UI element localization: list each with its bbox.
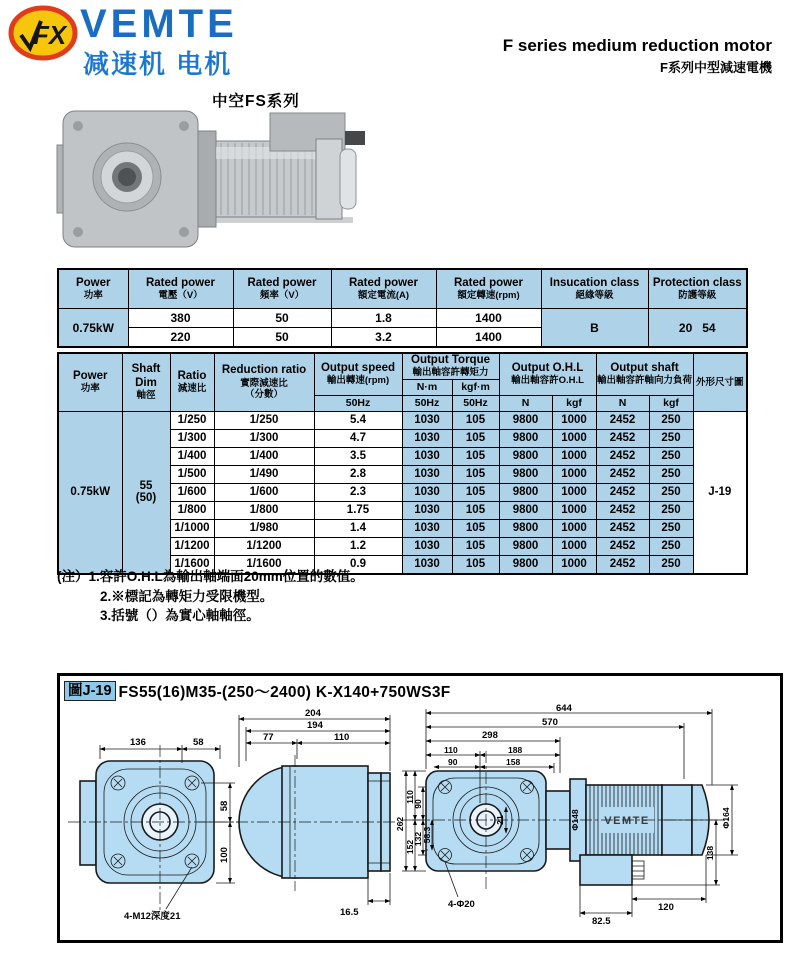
t2-cell: 105	[452, 411, 499, 429]
t2-cell: 1030	[402, 519, 452, 537]
t2-cell: 1/800	[170, 501, 214, 519]
dim-motor-flange: Φ148	[570, 809, 580, 831]
t2-h-ohl: Output O.H.L 輸出軸容許O.H.L	[499, 353, 596, 395]
t2-h-shaft: Shaft Dim 軸徑	[122, 353, 170, 411]
dim-90-a: 90	[448, 757, 458, 767]
t2-cell: 2452	[596, 411, 649, 429]
t2-h-speed: Output speed 輸出轉速(rpm)	[314, 353, 402, 395]
t2-cell: 1/1600	[214, 555, 314, 574]
t2-cell: 9800	[499, 429, 552, 447]
series-label: 中空FS系列	[212, 93, 300, 110]
t2-cell: 105	[452, 447, 499, 465]
page-title-en: F series medium reduction motor	[502, 36, 772, 55]
t2-cell: 2452	[596, 501, 649, 519]
t2-cell: 105	[452, 519, 499, 537]
t2-cell: 250	[649, 411, 693, 429]
t2-h-50hz: 50Hz	[402, 395, 452, 411]
t2-cell: 1/250	[214, 411, 314, 429]
t2-power-value: 0.75kW	[58, 411, 122, 574]
t2-cell: 1.75	[314, 501, 402, 519]
t1-h-frequency: Rated power 頻率（V）	[233, 269, 331, 309]
t2-cell: 3.5	[314, 447, 402, 465]
t2-cell: 2452	[596, 429, 649, 447]
t2-cell: 1030	[402, 465, 452, 483]
t2-cell: 1/600	[214, 483, 314, 501]
t2-cell: 1/1200	[170, 537, 214, 555]
t2-cell: 1/1000	[170, 519, 214, 537]
t1-row-380	[58, 309, 747, 328]
dim-motor-dia: Φ164	[721, 807, 731, 829]
t2-h-dim-drawing: 外形尺寸圖	[693, 353, 747, 411]
t2-cell: 1030	[402, 501, 452, 519]
t2-h-50hz: 50Hz	[314, 395, 402, 411]
t2-h-power: Power 功率	[58, 353, 122, 411]
dim-138: 138	[705, 845, 715, 861]
bolt-note-assembly: 4-Φ20	[448, 899, 475, 910]
t1-protection-value: 20 54	[648, 309, 747, 348]
dim-110: 110	[334, 732, 350, 743]
bolt-note-front: 4-M12深度21	[124, 911, 181, 922]
t2-shaft-value: 55 (50)	[122, 411, 170, 574]
dimension-drawing-panel	[57, 673, 783, 943]
t2-cell: 9800	[499, 411, 552, 429]
t2-cell: 0.9	[314, 555, 402, 574]
drawing-title-bar	[60, 676, 780, 703]
t2-cell: 4.7	[314, 429, 402, 447]
t2-cell: 9800	[499, 447, 552, 465]
dim-152: 152	[405, 839, 415, 855]
t2-cell: 1030	[402, 537, 452, 555]
dim-188: 188	[508, 745, 523, 755]
t1-h-insulation: Insucation class 絕緣等級	[541, 269, 648, 309]
t2-cell: 1/400	[170, 447, 214, 465]
t2-cell: 1/300	[214, 429, 314, 447]
t2-h-nm: N·m	[402, 379, 452, 395]
t2-cell: 1000	[552, 411, 596, 429]
dim-120: 120	[658, 902, 674, 913]
t2-cell: 1/600	[170, 483, 214, 501]
t2-cell: 2452	[596, 465, 649, 483]
t2-cell: 1/490	[214, 465, 314, 483]
t1-cell: 1400	[436, 309, 541, 328]
t2-data-row	[58, 411, 747, 429]
dim-77: 77	[263, 732, 274, 743]
t2-cell: 2452	[596, 555, 649, 574]
t2-cell: 250	[649, 555, 693, 574]
t2-cell: 1000	[552, 429, 596, 447]
dim-110-v: 110	[405, 790, 415, 804]
t2-cell: 1000	[552, 555, 596, 574]
dim-82_5: 82.5	[592, 916, 611, 927]
t2-cell: 250	[649, 483, 693, 501]
t2-cell: 105	[452, 465, 499, 483]
brand-name: VEMTE	[80, 2, 238, 46]
dim-100-v: 100	[219, 847, 230, 863]
dim-132: 132	[413, 831, 423, 847]
t2-h-ratio: Ratio 減速比	[170, 353, 214, 411]
t1-h-voltage: Rated power 電壓（V）	[128, 269, 233, 309]
t1-cell: 1400	[436, 328, 541, 348]
side-view	[236, 708, 402, 918]
t2-cell: 105	[452, 537, 499, 555]
t2-cell: 1000	[552, 501, 596, 519]
t1-h-speed: Rated power 額定轉速(rpm)	[436, 269, 541, 309]
dim-58_3: 58.3	[422, 826, 432, 844]
t2-cell: 250	[649, 501, 693, 519]
t1-insulation-value: B	[541, 309, 648, 348]
t2-cell: 1/400	[214, 447, 314, 465]
t2-cell: 1030	[402, 411, 452, 429]
t2-cell: 9800	[499, 537, 552, 555]
t2-h-reduction: Reduction ratio 實際減速比 （分數）	[214, 353, 314, 411]
connector-plug	[345, 131, 365, 145]
t2-cell: 1/1200	[214, 537, 314, 555]
drawing-ref-badge: 圖J-19	[64, 681, 116, 701]
t2-h-kgf: kgf	[649, 395, 693, 411]
t2-cell: 105	[452, 483, 499, 501]
brand-subtitle: 减速机 电机	[83, 49, 233, 79]
t2-cell: 1/980	[214, 519, 314, 537]
t2-cell: 1/1600	[170, 555, 214, 574]
t2-cell: 1.2	[314, 537, 402, 555]
t1-cell: 50	[233, 328, 331, 348]
motor-brand-label: VEMTE	[604, 815, 650, 827]
t1-h-current: Rated power 額定電流(A)	[331, 269, 436, 309]
dim-298: 298	[482, 730, 498, 741]
t2-cell: 2452	[596, 447, 649, 465]
dim-136: 136	[130, 737, 146, 748]
t2-header-row-1	[58, 353, 747, 379]
t1-cell: 1.8	[331, 309, 436, 328]
t2-cell: 5.4	[314, 411, 402, 429]
t2-cell: 2452	[596, 537, 649, 555]
t2-cell: 1030	[402, 555, 452, 574]
t2-drawing-ref: J-19	[693, 411, 747, 574]
t2-cell: 105	[452, 555, 499, 574]
technical-drawing	[60, 703, 776, 935]
product-photo	[55, 103, 365, 261]
t1-cell: 50	[233, 309, 331, 328]
footnotes	[57, 567, 364, 626]
t2-cell: 1.4	[314, 519, 402, 537]
t1-h-protection: Protection class 防護等級	[648, 269, 747, 309]
t2-cell: 250	[649, 447, 693, 465]
t1-cell: 3.2	[331, 328, 436, 348]
t2-cell: 2.8	[314, 465, 402, 483]
t1-header-row	[58, 269, 747, 309]
t2-cell: 9800	[499, 519, 552, 537]
t1-cell: 380	[128, 309, 233, 328]
t2-cell: 1000	[552, 537, 596, 555]
t2-cell: 1030	[402, 447, 452, 465]
footnote-2: 2.※標記為轉矩力受限機型。	[100, 588, 274, 604]
logo-monogram: FX	[33, 20, 67, 50]
t2-cell: 1/250	[170, 411, 214, 429]
dim-90-v: 90	[413, 799, 423, 809]
t2-cell: 1/500	[170, 465, 214, 483]
t2-cell: 1/800	[214, 501, 314, 519]
t2-cell: 1030	[402, 483, 452, 501]
t2-h-torque: Output Torque 輸出軸容許轉矩力	[402, 353, 499, 379]
t2-h-kgfm: kgf·m	[452, 379, 499, 395]
t2-h-50hz: 50Hz	[452, 395, 499, 411]
t2-h-n: N	[499, 395, 552, 411]
dim-204: 204	[305, 708, 321, 719]
dim-16_5: 16.5	[340, 907, 359, 918]
t2-cell: 9800	[499, 501, 552, 519]
dim-644: 644	[556, 703, 572, 714]
t2-cell: 250	[649, 465, 693, 483]
t1-h-power: Power 功率	[58, 269, 128, 309]
t2-cell: 250	[649, 537, 693, 555]
dim-58: 58	[193, 737, 204, 748]
dim-570: 570	[542, 717, 558, 728]
dim-110-a: 110	[444, 745, 458, 755]
dim-21: 21	[495, 815, 505, 825]
t2-cell: 1000	[552, 465, 596, 483]
t2-cell: 1030	[402, 429, 452, 447]
brand-logo	[8, 5, 78, 61]
t2-cell: 1000	[552, 447, 596, 465]
t2-cell: 1000	[552, 483, 596, 501]
t1-power-value: 0.75kW	[58, 309, 128, 348]
t2-cell: 2452	[596, 483, 649, 501]
assembly-view	[395, 703, 738, 927]
page-title-cn: F系列中型減速電機	[660, 60, 772, 75]
dim-158: 158	[506, 757, 521, 767]
junction-box	[580, 855, 632, 885]
rated-power-table	[57, 268, 748, 348]
ratio-spec-table	[57, 352, 748, 575]
footnote-3: 3.括號（）為實心軸軸徑。	[100, 608, 260, 624]
footnote-1: (注）1.容許O.H.L為輸出軸端面20mm位置的數值。	[57, 569, 364, 584]
dim-58-v: 58	[219, 800, 230, 812]
t2-cell: 250	[649, 519, 693, 537]
t2-cell: 2.3	[314, 483, 402, 501]
t2-cell: 1/300	[170, 429, 214, 447]
dim-262: 262	[395, 816, 405, 832]
t2-cell: 250	[649, 429, 693, 447]
t2-h-kgf: kgf	[552, 395, 596, 411]
drawing-model-title: FS55(16)M35-(250～2400) K-X140+750WS3F	[118, 684, 451, 701]
dim-194: 194	[307, 720, 323, 731]
t2-cell: 9800	[499, 555, 552, 574]
t2-cell: 1000	[552, 519, 596, 537]
t2-cell: 105	[452, 429, 499, 447]
t2-h-shaftload: Output shaft 輸出軸容許軸向力負荷	[596, 353, 693, 395]
t1-cell: 220	[128, 328, 233, 348]
t2-cell: 2452	[596, 519, 649, 537]
t2-cell: 105	[452, 501, 499, 519]
t2-cell: 9800	[499, 483, 552, 501]
t2-h-n: N	[596, 395, 649, 411]
front-view	[68, 737, 246, 922]
t2-cell: 9800	[499, 465, 552, 483]
